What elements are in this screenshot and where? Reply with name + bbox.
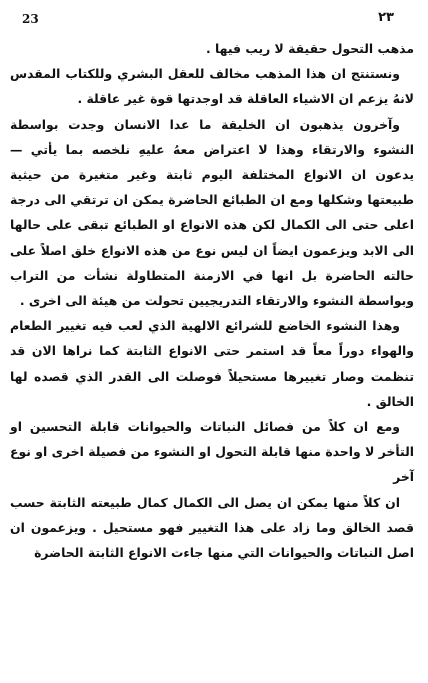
paragraph: ونستنتج ان هذا المذهب مخالف للعقل البشري وللكتاب المقدس لانهُ يزعم ان الاشياء العاقلة قد اوجدتها قوة غير عاقلة .	[10, 66, 414, 107]
paragraph: مذهب التحول حقيقة لا ريب فيها .	[205, 41, 414, 56]
paragraph: وهذا النشوء الخاضع للشرائع الالهية الذي لعب فيه تغيير الطعام والهواء دوراً معاً قد استمر حتى الانواع الثابتة كما نراها الان قد تنظمت وصار تغييرها مستحيلاً فوصلت الى القدر الذي قصده لها الخالق .	[10, 318, 414, 409]
page-number-latin: 23	[22, 12, 39, 26]
page-body	[10, 36, 414, 565]
paragraph: وآخرون يذهبون ان الخليقة ما عدا الانسان وجدت بواسطة النشوء والارتقاء وهذا لا اعتراض معهُ عليهِ نلخصه بما يأتي — يدعون ان الانواع المختلفة اليوم ثابتة وغير متغيرة من حيثية طبيعتها وشكلها ومع ان الطبائع الحاضرة يمكن ان ترتقي الى درجة اعلى حتى الى الكمال لكن هذه الانواع او الطبائع تبقى على حالها الى الابد ويزعمون ايضاً ان ليس نوع من هذه الانواع خلق اصلاً على حالته الحاضرة بل انها في الازمنة المتطاولة نشأت من التراب وبواسطة النشوء والارتقاء التدريجيين تحولت من هيئة الى اخرى .	[10, 116, 414, 309]
page-number-arabic: ٢٣	[378, 10, 394, 25]
paragraph: ان كلاً منها يمكن ان يصل الى الكمال كمال طبيعته الثابتة حسب قصد الخالق وما زاد على هذا التغيير فهو مستحيل . ويزعمون ان اصل النباتات والحيوانات التي منها جاءت الانواع الثابتة الحاضرة	[10, 494, 414, 561]
paragraph: ومع ان كلاً من فصائل النباتات والحيوانات قابلة التحسين او التأخر لا واحدة منها قابلة التحول او النشوء من فصيلة اخرى او نوع آخر	[10, 419, 414, 485]
